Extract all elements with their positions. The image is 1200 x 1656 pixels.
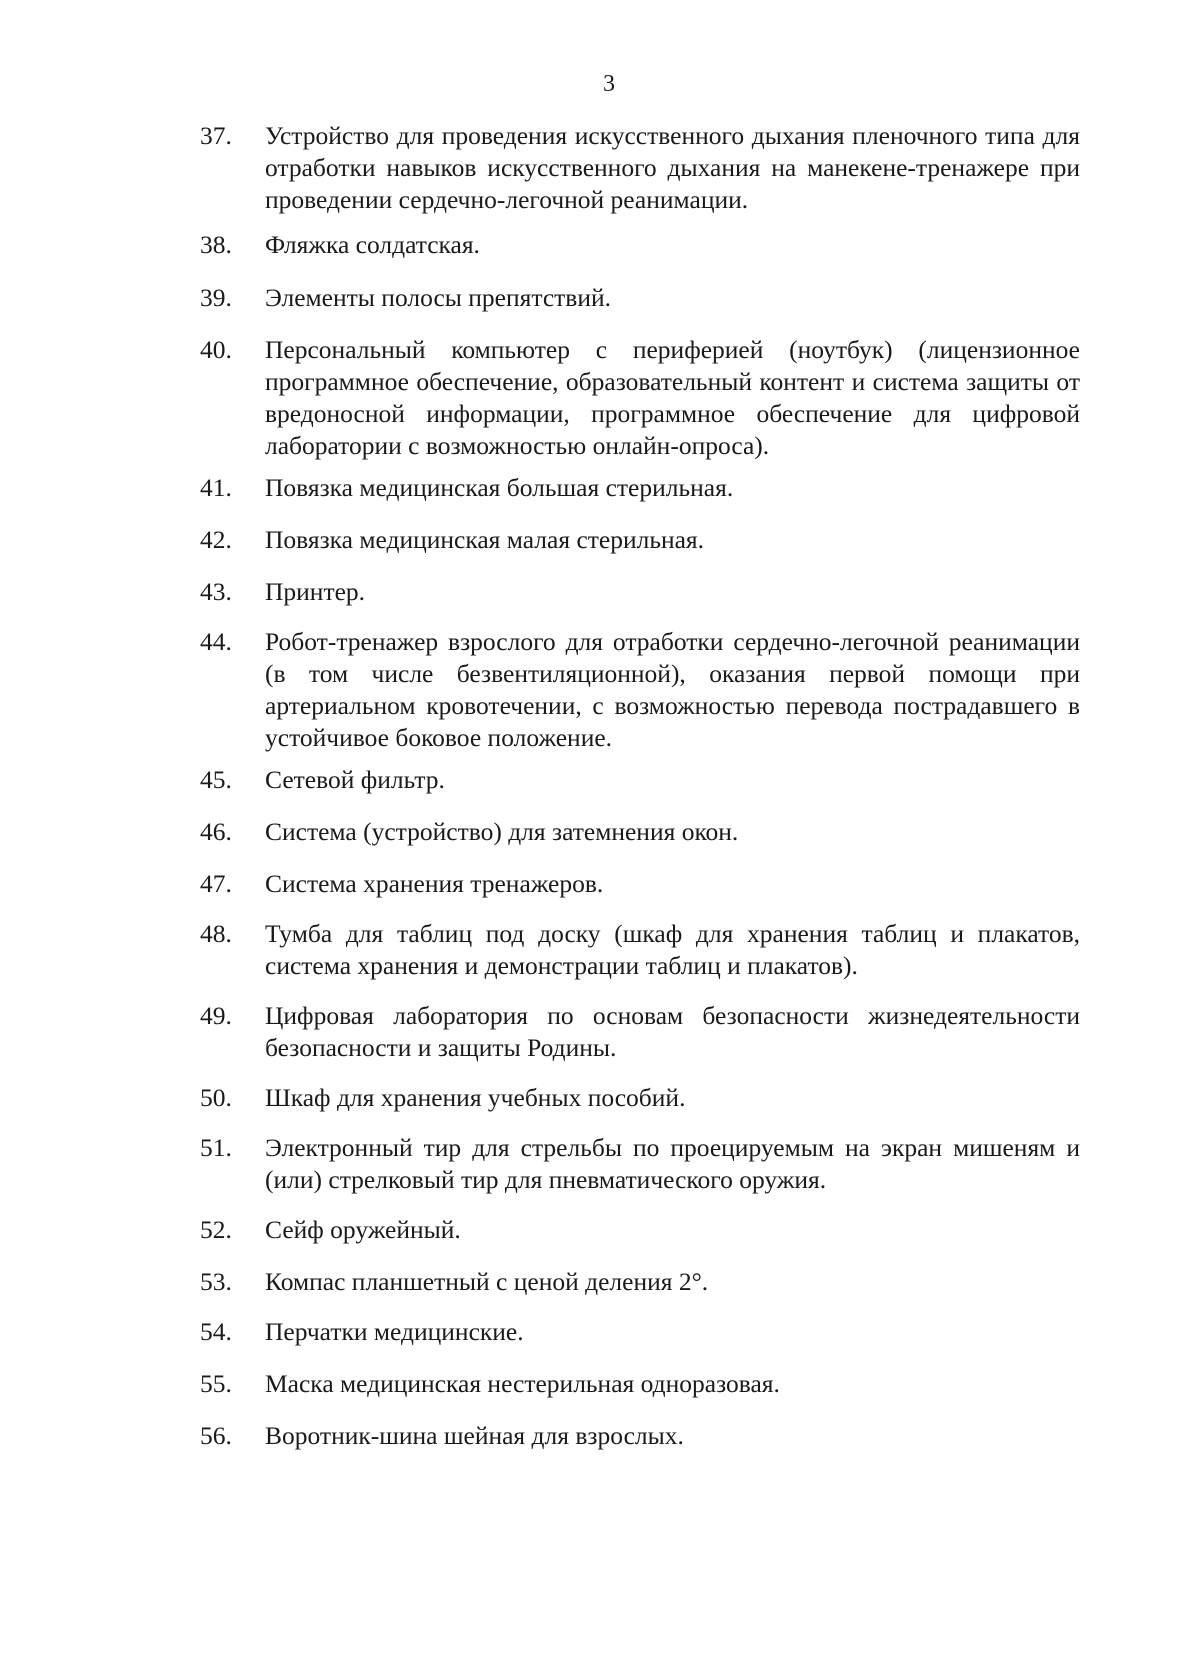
list-item	[200, 1000, 1080, 1064]
list-item-number: 48.	[200, 919, 232, 948]
list-item	[200, 229, 1080, 261]
list-item-number: 38.	[200, 230, 232, 259]
list-item	[200, 1316, 1080, 1348]
list-item	[200, 918, 1080, 982]
list-item	[200, 1266, 1080, 1298]
list-item-text: Персональный компьютер с периферией (ноутбук) (лицензионное программное обеспечение, образовательный контент и система защиты от вредоносной информации, программное обеспечение для цифровой лаборатории с возможностью онлайн-опроса).	[265, 335, 1080, 460]
list-item-number: 52.	[200, 1215, 232, 1244]
list-item	[200, 334, 1080, 462]
list-item	[200, 1368, 1080, 1400]
list-item-number: 44.	[200, 627, 232, 656]
page-number: 3	[603, 71, 615, 97]
list-item-text: Элементы полосы препятствий.	[265, 283, 612, 312]
list-item-number: 42.	[200, 525, 232, 554]
list-item	[200, 816, 1080, 848]
list-item-text: Фляжка солдатская.	[265, 230, 480, 259]
list-item-text: Повязка медицинская малая стерильная.	[265, 525, 705, 554]
list-item	[200, 282, 1080, 314]
list-item-text: Цифровая лаборатория по основам безопасности жизнедеятельности безопасности и защиты Родины.	[265, 1001, 1080, 1062]
list-item	[200, 576, 1080, 608]
list-item	[200, 868, 1080, 900]
list-item-number: 37.	[200, 121, 232, 150]
list-item	[200, 472, 1080, 504]
list-item	[200, 626, 1080, 754]
list-item-text: Сетевой фильтр.	[265, 765, 445, 794]
list-item-text: Устройство для проведения искусственного дыхания пленочного типа для отработки навыков искусственного дыхания на манекене-тренажере при проведении сердечно-легочной реанимации.	[265, 121, 1080, 214]
list-item-number: 53.	[200, 1267, 232, 1296]
list-item	[200, 524, 1080, 556]
list-item-text: Шкаф для хранения учебных пособий.	[265, 1083, 686, 1112]
list-item	[200, 120, 1080, 216]
list-item-text: Воротник-шина шейная для взрослых.	[265, 1421, 684, 1450]
list-item-text: Сейф оружейный.	[265, 1215, 461, 1244]
list-item-number: 39.	[200, 283, 232, 312]
list-item-number: 56.	[200, 1421, 232, 1450]
list-item-number: 49.	[200, 1001, 232, 1030]
list-item-number: 54.	[200, 1317, 232, 1346]
list-item-number: 45.	[200, 765, 232, 794]
list-item-text: Компас планшетный с ценой деления 2°.	[265, 1267, 709, 1296]
list-item-number: 40.	[200, 335, 232, 364]
list-item	[200, 1420, 1080, 1452]
list-item-text: Маска медицинская нестерильная одноразовая.	[265, 1369, 780, 1398]
list-item-number: 41.	[200, 473, 232, 502]
list-item	[200, 1082, 1080, 1114]
list-item-text: Принтер.	[265, 577, 366, 606]
list-item-number: 43.	[200, 577, 232, 606]
list-item-text: Повязка медицинская большая стерильная.	[265, 473, 734, 502]
list-item-number: 46.	[200, 817, 232, 846]
list-item-number: 55.	[200, 1369, 232, 1398]
list-item-text: Тумба для таблиц под доску (шкаф для хранения таблиц и плакатов, система хранения и демонстрации таблиц и плакатов).	[265, 919, 1080, 980]
list-item-number: 47.	[200, 869, 232, 898]
list-item	[200, 1132, 1080, 1196]
list-item-text: Перчатки медицинские.	[265, 1317, 524, 1346]
list-item-text: Система (устройство) для затемнения окон.	[265, 817, 739, 846]
list-item-number: 50.	[200, 1083, 232, 1112]
list-item-text: Система хранения тренажеров.	[265, 869, 604, 898]
list-item-number: 51.	[200, 1133, 232, 1162]
list-item-text: Робот-тренажер взрослого для отработки сердечно-легочной реанимации (в том числе безвентиляционной), оказания первой помощи при артериальном кровотечении, с возможностью перевода пострадавшего в устойчивое боковое положение.	[265, 627, 1080, 752]
list-item	[200, 1214, 1080, 1246]
list-item	[200, 764, 1080, 796]
list-item-text: Электронный тир для стрельбы по проецируемым на экран мишеням и (или) стрелковый тир для пневматического оружия.	[265, 1133, 1080, 1194]
